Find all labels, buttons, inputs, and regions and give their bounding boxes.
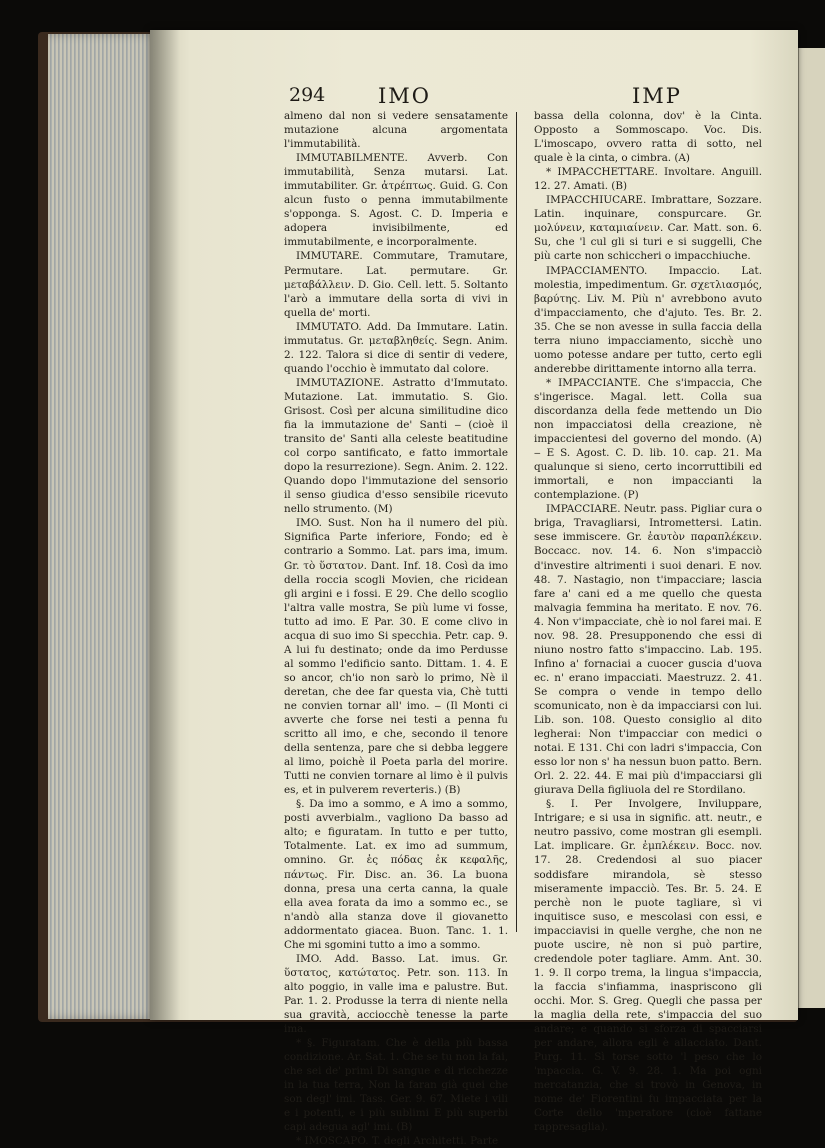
entry-paragraph: IMMUTAZIONE. Astratto d'Immutato. Mutazione. Lat. immutatio. S. Gio. Grisost. Così per alcuna similitudine dico fia la immutazione de' Santi ‒ (cioè il transito de' Santi alla celeste beatitudine col corpo santificato, e fatto immortale dopo la resurrezione). Segn. Anim. 2. 122. Quando dopo l'immutazione del sensorio il senso giudica d'esso sensibile ricevuto nello strumento. (M) (284, 376, 508, 516)
entry-paragraph: IMMUTATO. Add. Da Immutare. Latin. immutatus. Gr. μεταβληθείς. Segn. Anim. 2. 122. Talora si dice di sentir di vedere, quando l'occhio è immutato dal colore. (284, 320, 508, 375)
column-rule (516, 112, 517, 932)
page-number: 294 (289, 84, 326, 106)
facing-page-edge (798, 48, 825, 1008)
page-edges (48, 34, 160, 1019)
entry-paragraph: IMO. Sust. Non ha il numero del più. Significa Parte inferiore, Fondo; ed è contrario a Sommo. Lat. pars ima, imum. Gr. τὸ ὕστατον. Dant. Inf. 18. Così da imo della roccia scogli Movien, che ricidean gli argini e i fossi. E 29. Che dello scoglio l'altra valle mostra, Se più lume vi fosse, tutto ad imo. E Par. 30. E come clivo in acqua di suo imo Si specchia. Petr. cap. 9. A lui fu destinato; onde da imo Perdusse al sommo l'edificio santo. Dittam. 1. 4. E so ancor, ch'io non sarò lo primo, Nè il deretan, che dee far questa via, Chè tutti ne convien tornar all' imo. ‒ (Il Monti ci avverte che forse nei testi a penna fu scritto all imo, e che, secondo il tenore della sentenza, pare che si debba leggere al limo, poichè il Poeta parla del morire. Tutti ne convien tornare al limo è il pulvis es, et in pulverem reverteris.) (B) (284, 517, 508, 797)
entry-paragraph: IMPACCIARE. Neutr. pass. Pigliar cura o briga, Travagliarsi, Intromettersi. Latin. sese immiscere. Gr. ἑαυτὸν παραπλέκειν. Boccacc. nov. 14. 6. Non s'impacciò d'investire altrimenti i suoi denari. E nov. 48. 7. Nastagio, non t'impacciare; lascia fare a' cani ed a me quello che questa malvagia femmina ha meritato. E nov. 76. 4. Non v'impacciate, chè io nol farei mai. E nov. 98. 28. Presupponendo che essi di niuno nostro fatto s'impaccino. Lab. 195. Infino a' fornaciai a cuocer guscia d'uova ec. n' erano impacciati. Maestruzz. 2. 41. Se compra o vende in tempo dello scomunicato, non è da impacciarsi con lui. Lib. son. 108. Questo consiglio al dito legherai: Non t'impacciar con medici o notai. E 131. Chi con ladri s'impaccia, Con esso lor non s' ha nessun buon patto. Bern. Orl. 2. 22. 44. E mai più d'impacciarsi gli giurava Della figliuola del re Stordilano. (534, 503, 762, 797)
running-head-left: IMO (378, 84, 432, 108)
entry-paragraph: IMPACCHIUCARE. Imbrattare, Sozzare. Latin. inquinare, conspurcare. Gr. μολύνειν, καταμιαίνειν. Car. Matt. son. 6. Su, che 'l cul gli si turi e si suggelli, Che più carte non schiccheri o impacchiuche. (534, 194, 762, 263)
right-column (534, 109, 762, 1134)
entry-paragraph: §. Da imo a sommo, e A imo a sommo, posti avverbialm., vagliono Da basso ad alto; e figuratam. In tutto e per tutto, Totalmente. Lat. ex imo ad summum, omnino. Gr. ἐς πόδας ἐκ κεφαλῆς, πάντως. Fir. Disc. an. 36. La buona donna, presa una certa canna, la quale ella avea forata da imo a sommo ec., se n'andò alla stanza dove il giovanetto addormentato giacea. Buon. Tanc. 1. 1. Che mi sgomini tutto a imo a sommo. (284, 798, 508, 951)
entry-paragraph: * IMPACCHETTARE. Involtare. Anguill. 12. 27. Amati. (B) (534, 166, 762, 193)
entry-paragraph: IMPACCIAMENTO. Impaccio. Lat. molestia, impedimentum. Gr. σχετλιασμός, βαρύτης. Liv. M. Più n' avrebbono avuto d'impacciamento, che d'ajuto. Tes. Br. 2. 35. Che se non avesse in sulla faccia della terra niuno impacciamento, sicchè uno uomo potesse andare per tutto, certo egli anderebbe dirittamente intorno alla terra. (534, 264, 762, 375)
entry-paragraph: almeno dal non si vedere sensatamente mutazione alcuna argomentata l'immutabilità. (284, 110, 508, 151)
entry-paragraph: §. I. Per Involgere, Inviluppare, Intrigare; e si usa in signific. att. neutr., e neutro passivo, come mostran gli esempli. Lat. implicare. Gr. ἐμπλέκειν. Bocc. nov. 17. 28. Credendosi al suo piacer soddisfare mirandola, sè stesso miseramente impacciò. Tes. Br. 5. 24. E perchè non le puote tagliare, sì vi inquitisce suso, e mescolasi con essi, e impacciavisi in quelle verghe, che non ne puote uscire, nè non si può partire, credendole poter tagliare. Amm. Ant. 30. 1. 9. Il corpo trema, la lingua s'impaccia, la faccia s'infiamma, inaspriscono gli occhi. Mor. S. Greg. Quegli che passa per la maglia della rete, s'impaccia del suo andare; e quando si sforza di spacciarsi per andare, allora egli è allacciato. Dant. Purg. 11. Sì torse sotto 'l peso che lo 'mpaccia. G. V. 9. 28. 1. Ma poi ogni mercatanzia, che si trovò in Genova, in nome de' Fiorentini fu impacciata per la Corte dello 'mperatore (cioè fattane rappresaglia). (534, 798, 762, 1134)
entry-paragraph: * IMOSCAPO. T. degli Architetti. Parte (296, 1135, 499, 1148)
entry-paragraph: * §. Figuratam. Che è della più bassa condizione. Ar. Sat. 1. Che se tu non la fai, che sei de' primi Di sangue e di ricchezze in la tua terra, Non la faran già quei che son degl' imi. Tass. Ger. 9. 67. Miete i vili e i potenti, e i più sublimi E più superbi capi adegua agl' imi. (B) (284, 1037, 508, 1134)
entry-paragraph: * IMPACCIANTE. Che s'impaccia, Che s'ingerisce. Magal. lett. Colla sua discordanza della fede mettendo un Dio non impacciatosi della creazione, nè impaccientesi del governo del mondo. (A) ‒ E S. Agost. C. D. lib. 10. cap. 21. Ma qualunque si sieno, certo incorruttibili ed immortali, e non impaccianti la contemplazione. (P) (534, 376, 762, 502)
entry-paragraph: IMO. Add. Basso. Lat. imus. Gr. ὕστατος, κατώτατος. Petr. son. 113. In alto poggio, in valle ima e palustre. But. Par. 1. 2. Produsse la terra di niente nella sua gravità, acciocchè tenesse la parte ima. (284, 952, 508, 1036)
running-head-right: IMP (632, 84, 682, 108)
spine-shadow (150, 30, 180, 1020)
entry-paragraph: IMMUTABILMENTE. Avverb. Con immutabilità, Senza mutarsi. Lat. immutabiliter. Gr. ἀτρέπτως. Guid. G. Con alcun fusto o penna immutabilmente s'opponga. S. Agost. C. D. Imperia e adopera invisibilmente, ed immutabilmente, e incorporalmente. (284, 152, 508, 249)
entry-paragraph: bassa della colonna, dov' è la Cinta. Opposto a Sommoscapo. Voc. Dis. L'imoscapo, ovvero ratta di sotto, nel quale è la cinta, o cimbra. (A) (534, 110, 762, 165)
entry-paragraph: IMMUTARE. Commutare, Tramutare, Permutare. Lat. permutare. Gr. μεταβάλλειν. D. Gio. Cell. lett. 5. Soltanto l'arò a immutare della sorta di vivi in quella de' morti. (284, 250, 508, 319)
left-column (284, 109, 508, 1148)
